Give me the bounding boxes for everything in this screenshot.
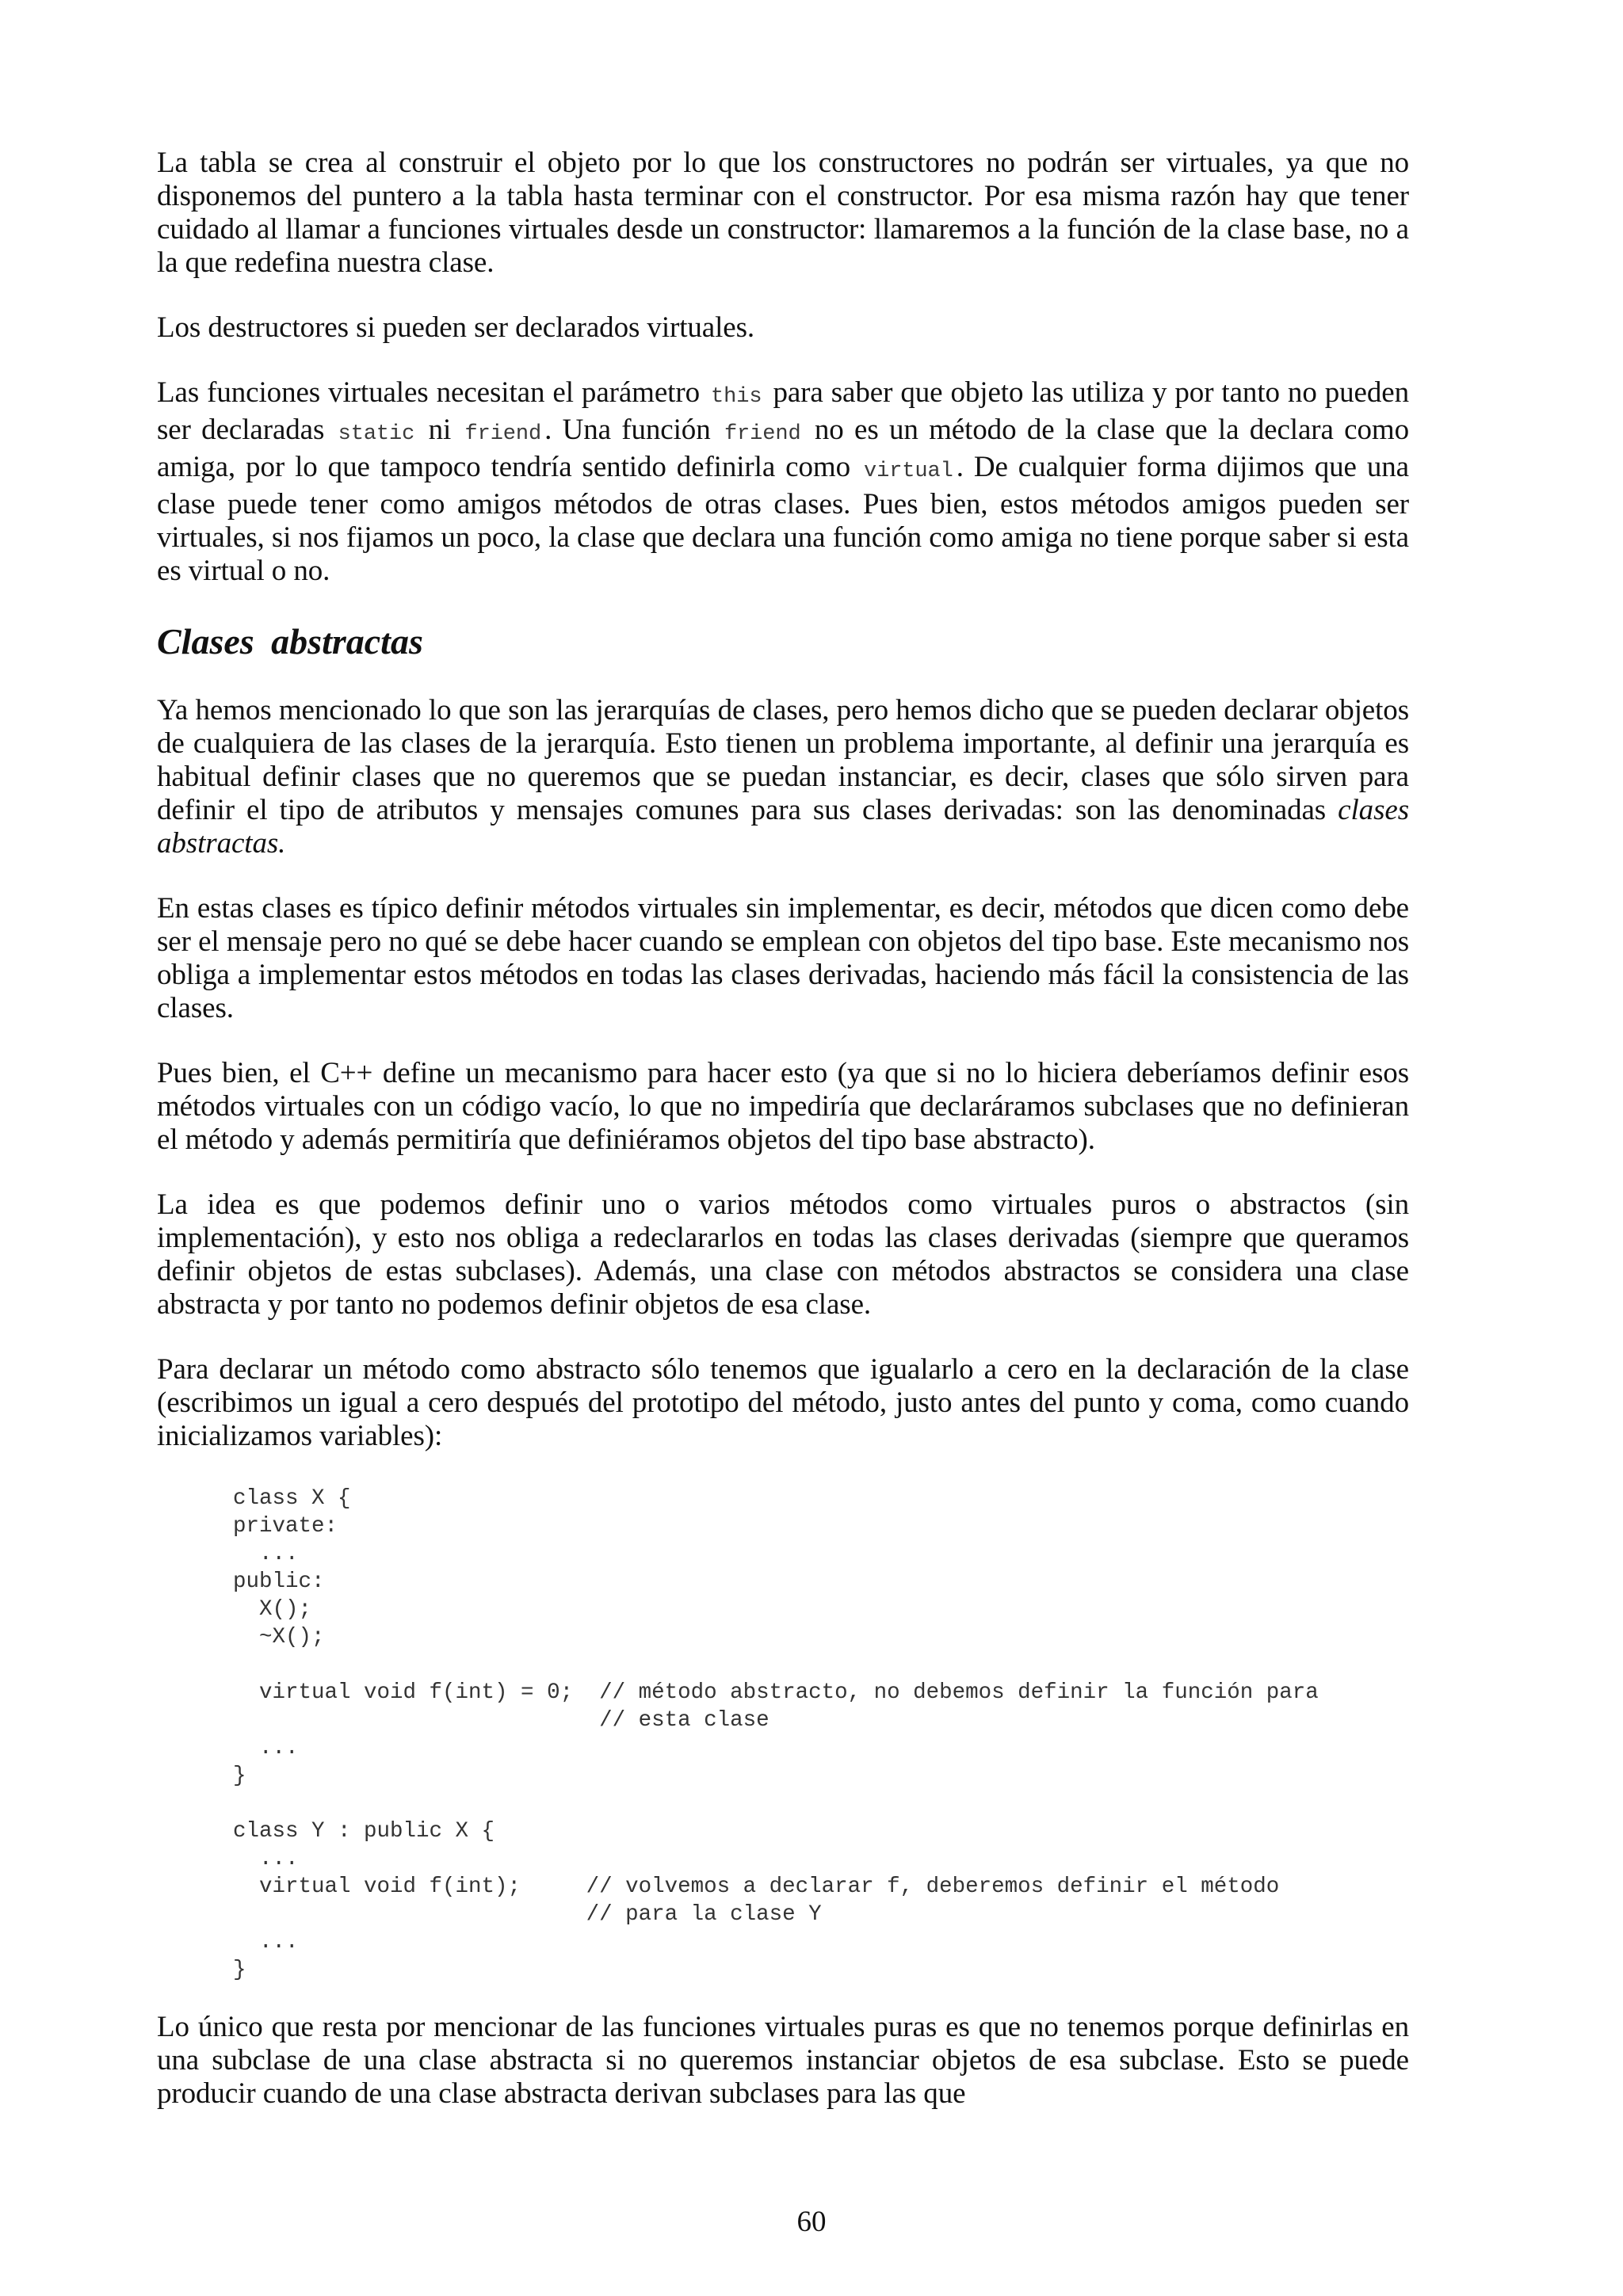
inline-code: this: [711, 385, 762, 409]
code-line: virtual void f(int) = 0; // método abstracto, no debemos definir la función para: [233, 1680, 1319, 1705]
inline-code: friend: [464, 422, 542, 446]
paragraph-pure-virtual: La idea es que podemos definir uno o varios métodos como virtuales puros o abstractos (sin implementación), y esto nos obliga a redeclararlos en todas las clases derivadas (siempre que queramos definir objetos de estas subclases). Además, una clase con métodos abstractos se considera una clase abstracta y por tanto no podemos definir objetos de esa clase.: [157, 1188, 1409, 1321]
page-number: 60: [796, 2206, 827, 2238]
code-line: class X {: [233, 1486, 351, 1511]
paragraph-text: para saber que objeto las utiliza y por tanto no pueden ser declaradas: [157, 376, 1410, 446]
code-line: ...: [233, 1930, 299, 1955]
paragraph-virtual-table: La tabla se crea al construir el objeto por lo que los constructores no podrán ser virtuales, ya que no disponemos del puntero a la tabla hasta terminar con el constructor. Por esa misma razón hay que tener cuidado al llamar a funciones virtuales desde un constructor: llamaremos a la función de la clase base, no a la que redefina nuestra clase.: [157, 147, 1409, 279]
code-line: X();: [233, 1597, 312, 1622]
code-line: ~X();: [233, 1625, 325, 1650]
code-line: virtual void f(int); // volvemos a declarar f, deberemos definir el método: [233, 1875, 1280, 1899]
paragraph-class-hierarchies: [157, 694, 1409, 860]
code-line: [233, 1651, 1409, 1679]
paragraph-text: . Una función: [544, 414, 721, 446]
page-content: [157, 147, 1409, 2142]
code-block: [233, 1485, 1409, 1984]
paragraph-text: Las funciones virtuales necesitan el parámetro: [157, 376, 708, 409]
paragraph-cpp-mechanism: Pues bien, el C++ define un mecanismo para hacer esto (ya que si no lo hiciera deberíamos definir esos métodos virtuales con un código vacío, lo que no impediría que declaráramos subclases que no definieran el método y además permitiría que definiéramos objetos del tipo base abstracto).: [157, 1057, 1409, 1156]
paragraph-friend-functions: [157, 376, 1409, 588]
paragraph-conclusion: Lo único que resta por mencionar de las funciones virtuales puras es que no tenemos porque definirlas en una subclase de una clase abstracta si no queremos instanciar objetos de esa subclase. Esto se puede producir cuando de una clase abstracta derivan subclases para las que: [157, 2011, 1409, 2110]
code-line: class Y : public X {: [233, 1819, 495, 1844]
emphasized-term: clases abstractas.: [157, 794, 1409, 860]
paragraph-unimplemented-methods: En estas clases es típico definir métodos virtuales sin implementar, es decir, métodos que dicen como debe ser el mensaje pero no qué se debe hacer cuando se emplean con objetos del tipo base. Este mecanismo nos obliga a implementar estos métodos en todas las clases derivadas, haciendo más fácil la consistencia de las clases.: [157, 892, 1409, 1024]
paragraph-declare-abstract: Para declarar un método como abstracto sólo tenemos que igualarlo a cero en la declaración de la clase (escribimos un igual a cero después del prototipo del método, justo antes del punto y coma, como cuando inicializamos variables):: [157, 1353, 1409, 1452]
code-line: }: [233, 1958, 246, 1982]
code-line: // esta clase: [233, 1708, 769, 1733]
paragraph-text: no es un método de la clase que la declara como amiga, por lo que tampoco tendría sentido definirla como: [157, 414, 1409, 483]
code-line: ...: [233, 1736, 299, 1760]
code-line: private:: [233, 1514, 338, 1539]
code-line: }: [233, 1764, 246, 1788]
paragraph-destructors: Los destructores si pueden ser declarados virtuales.: [157, 311, 755, 344]
section-heading: Clases abstractas: [157, 621, 423, 662]
code-line: [233, 1790, 1409, 1817]
code-line: // para la clase Y: [233, 1902, 822, 1927]
paragraph-text: Ya hemos mencionado lo que son las jerarquías de clases, pero hemos dicho que se pueden declarar objetos de cualquiera de las clases de la jerarquía. Esto tienen un problema importante, al definir una jerarquía es habitual definir clases que no queremos que se puedan instanciar, es decir, clases que sólo sirven para definir el tipo de atributos y mensajes comunes para sus clases derivadas: son las denominadas: [157, 694, 1409, 826]
code-line: ...: [233, 1542, 299, 1566]
inline-code: virtual: [863, 460, 953, 483]
code-line: ...: [233, 1847, 299, 1871]
inline-code: static: [338, 422, 415, 446]
inline-code: friend: [724, 422, 801, 446]
code-line: public:: [233, 1569, 325, 1594]
paragraph-text: . De cualquier forma dijimos que una clase puede tener como amigos métodos de otras clases. Pues bien, estos métodos amigos pueden ser virtuales, si nos fijamos un poco, la clase que declara una función como amiga no tiene porque saber si esta es virtual o no.: [157, 451, 1409, 587]
paragraph-text: ni: [418, 414, 462, 446]
